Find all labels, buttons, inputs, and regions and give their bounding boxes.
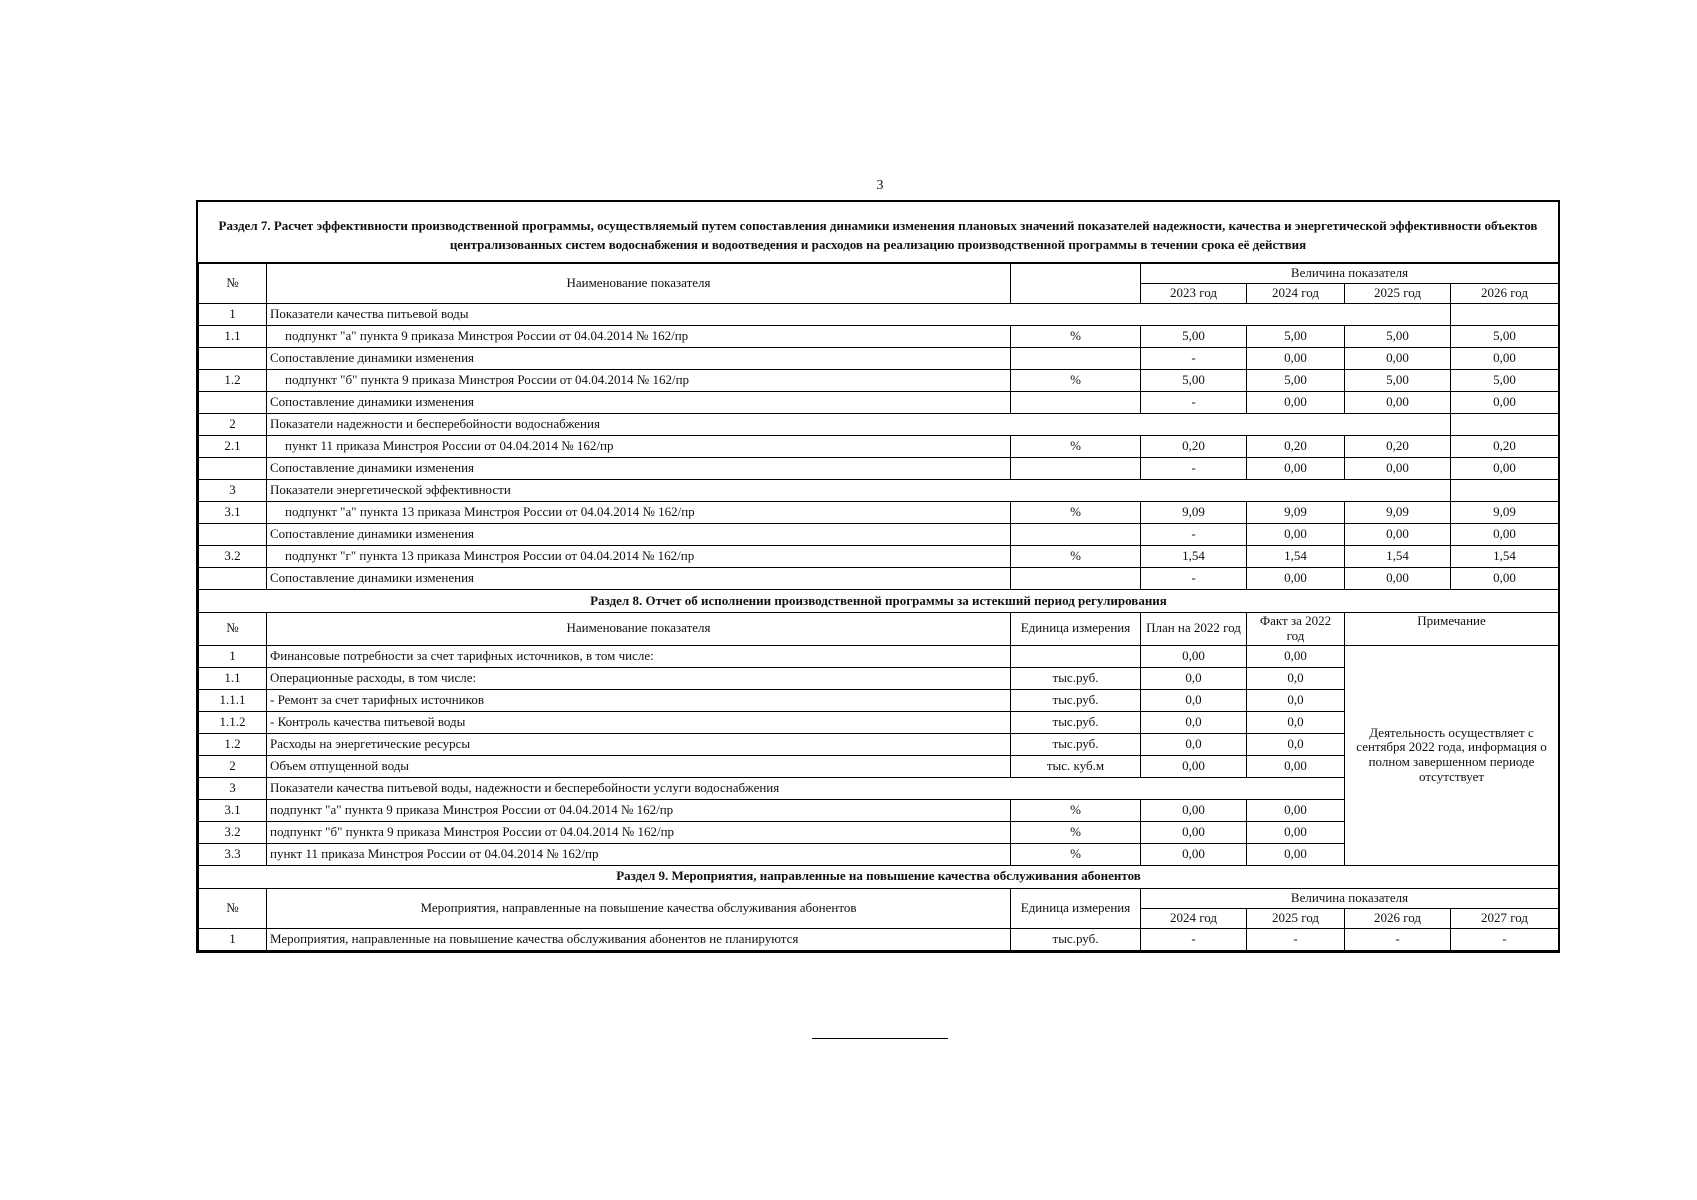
fact-value: 0,00: [1247, 843, 1345, 865]
fact-value: 0,0: [1247, 667, 1345, 689]
indicator-name: подпункт "г" пункта 13 приказа Минстроя России от 04.04.2014 № 162/пр: [267, 546, 1011, 568]
value-cell: 5,00: [1345, 370, 1451, 392]
page-number: 3: [876, 178, 884, 193]
table-row: [199, 928, 1559, 950]
indicator-name: Сопоставление динамики изменения: [267, 458, 1011, 480]
year-header: 2026 год: [1451, 284, 1559, 304]
indicator-name: пункт 11 приказа Минстроя России от 04.04.2014 № 162/пр: [267, 436, 1011, 458]
plan-value: 0,0: [1141, 667, 1247, 689]
section8-header-row: [199, 613, 1559, 646]
plan-value: 0,00: [1141, 755, 1247, 777]
value-cell: -: [1141, 568, 1247, 590]
table-row: [199, 392, 1559, 414]
value-cell: 0,00: [1451, 568, 1559, 590]
fact-value: 0,0: [1247, 733, 1345, 755]
year-header: 2027 год: [1451, 908, 1559, 928]
row-number: 1.2: [199, 733, 267, 755]
value-cell: 0,00: [1247, 568, 1345, 590]
unit-cell: тыс. куб.м: [1011, 755, 1141, 777]
value-cell: 0,00: [1345, 348, 1451, 370]
value-cell: 0,00: [1451, 458, 1559, 480]
plan-value: 0,00: [1141, 821, 1247, 843]
group-name: Показатели надежности и бесперебойности водоснабжения: [267, 414, 1451, 436]
value-cell: 9,09: [1345, 502, 1451, 524]
table-row: [199, 348, 1559, 370]
footer-rule: [812, 1038, 948, 1039]
unit-cell: %: [1011, 502, 1141, 524]
row-number: 2: [199, 414, 267, 436]
value-cell: 0,00: [1451, 392, 1559, 414]
col-unit-header-empty: [1011, 264, 1141, 304]
year-header: 2024 год: [1247, 284, 1345, 304]
plan-value: 0,00: [1141, 799, 1247, 821]
indicator-name: подпункт "б" пункта 9 приказа Минстроя России от 04.04.2014 № 162/пр: [267, 370, 1011, 392]
indicator-name: подпункт "а" пункта 13 приказа Минстроя России от 04.04.2014 № 162/пр: [267, 502, 1011, 524]
col-note-header: Примечание: [1345, 613, 1559, 646]
unit-cell: %: [1011, 370, 1141, 392]
col-name-header: Наименование показателя: [267, 264, 1011, 304]
value-cell: 5,00: [1345, 326, 1451, 348]
value-cell: 0,00: [1247, 348, 1345, 370]
table-row: [199, 436, 1559, 458]
year-header: 2025 год: [1345, 284, 1451, 304]
plan-value: 0,0: [1141, 711, 1247, 733]
indicator-name: Сопоставление динамики изменения: [267, 524, 1011, 546]
value-cell: 5,00: [1451, 326, 1559, 348]
col-name-header: Мероприятия, направленные на повышение качества обслуживания абонентов: [267, 888, 1011, 928]
row-number: 1.1: [199, 326, 267, 348]
col-unit-header: Единица измерения: [1011, 613, 1141, 646]
fact-value: 0,00: [1247, 755, 1345, 777]
indicator-name: подпункт "а" пункта 9 приказа Минстроя России от 04.04.2014 № 162/пр: [267, 799, 1011, 821]
unit-cell: тыс.руб.: [1011, 667, 1141, 689]
unit-cell: [1011, 645, 1141, 667]
unit-cell: %: [1011, 843, 1141, 865]
year-header: 2026 год: [1345, 908, 1451, 928]
value-cell: 0,00: [1345, 524, 1451, 546]
unit-cell: %: [1011, 546, 1141, 568]
year-header: 2025 год: [1247, 908, 1345, 928]
row-number: [199, 392, 267, 414]
table-row: [199, 370, 1559, 392]
value-cell: 0,20: [1141, 436, 1247, 458]
row-number: 3.1: [199, 502, 267, 524]
indicator-name: Сопоставление динамики изменения: [267, 392, 1011, 414]
row-number: 1: [199, 928, 267, 950]
value-cell: -: [1141, 348, 1247, 370]
value-cell: 9,09: [1247, 502, 1345, 524]
col-no-header: №: [199, 888, 267, 928]
row-number: [199, 458, 267, 480]
plan-value: 0,0: [1141, 689, 1247, 711]
empty-cell: [1451, 414, 1559, 436]
unit-cell: тыс.руб.: [1011, 689, 1141, 711]
measure-name: Мероприятия, направленные на повышение качества обслуживания абонентов не планируются: [267, 928, 1011, 950]
value-cell: 0,00: [1345, 392, 1451, 414]
value-cell: 0,20: [1451, 436, 1559, 458]
year-header: 2023 год: [1141, 284, 1247, 304]
unit-cell: [1011, 392, 1141, 414]
section7-title: Раздел 7. Расчет эффективности производственной программы, осуществляемый путем сопоставления динамики изменения плановых значений показателей надежности, качества и энергетической эффективности объектов централизованных систем водоснабжения и водоотведения и расходов на реализацию производственной программы в течении срока её действия: [198, 202, 1558, 263]
plan-value: 0,00: [1141, 843, 1247, 865]
row-number: 3.3: [199, 843, 267, 865]
value-cell: 5,00: [1141, 370, 1247, 392]
value-cell: 5,00: [1247, 326, 1345, 348]
unit-cell: тыс.руб.: [1011, 733, 1141, 755]
value-cell: -: [1345, 928, 1451, 950]
unit-cell: %: [1011, 326, 1141, 348]
value-cell: 1,54: [1345, 546, 1451, 568]
row-number: 1: [199, 645, 267, 667]
value-cell: 0,20: [1345, 436, 1451, 458]
value-cell: 5,00: [1247, 370, 1345, 392]
value-cell: 0,20: [1247, 436, 1345, 458]
section8-title-row: [199, 590, 1559, 613]
indicator-name: - Контроль качества питьевой воды: [267, 711, 1011, 733]
value-cell: -: [1141, 524, 1247, 546]
unit-cell: [1011, 458, 1141, 480]
fact-value: 0,0: [1247, 711, 1345, 733]
row-number: 1.1: [199, 667, 267, 689]
row-number: [199, 348, 267, 370]
table-row: [199, 502, 1559, 524]
table-row: [199, 414, 1559, 436]
row-number: 3.2: [199, 546, 267, 568]
unit-cell: %: [1011, 436, 1141, 458]
unit-cell: [1011, 524, 1141, 546]
table-row: [199, 304, 1559, 326]
table-row: [199, 326, 1559, 348]
value-cell: 5,00: [1451, 370, 1559, 392]
section7-header-row: [199, 264, 1559, 284]
table-row: [199, 458, 1559, 480]
plan-value: 0,00: [1141, 645, 1247, 667]
row-number: 1.2: [199, 370, 267, 392]
fact-value: 0,00: [1247, 821, 1345, 843]
row-number: 1.1.1: [199, 689, 267, 711]
row-number: [199, 568, 267, 590]
value-cell: 5,00: [1141, 326, 1247, 348]
col-no-header: №: [199, 613, 267, 646]
note-text: Деятельность осуществляет с сентября 2022 года, информация о полном завершенном периоде отсутствует: [1345, 645, 1559, 865]
row-number: 3: [199, 777, 267, 799]
indicator-name: подпункт "а" пункта 9 приказа Минстроя России от 04.04.2014 № 162/пр: [267, 326, 1011, 348]
value-cell: -: [1141, 928, 1247, 950]
indicator-name: - Ремонт за счет тарифных источников: [267, 689, 1011, 711]
table-row: [199, 568, 1559, 590]
row-number: 3.1: [199, 799, 267, 821]
row-number: 1: [199, 304, 267, 326]
value-cell: 0,00: [1247, 524, 1345, 546]
unit-cell: тыс.руб.: [1011, 711, 1141, 733]
empty-cell: [1451, 480, 1559, 502]
value-cell: -: [1141, 392, 1247, 414]
section9-title-row: [199, 865, 1559, 888]
col-value-header: Величина показателя: [1141, 888, 1559, 908]
table-row: [199, 480, 1559, 502]
value-cell: -: [1141, 458, 1247, 480]
indicator-name: Финансовые потребности за счет тарифных источников, в том числе:: [267, 645, 1011, 667]
row-number: 2: [199, 755, 267, 777]
document-table-block: [196, 200, 1560, 953]
col-unit-header: Единица измерения: [1011, 888, 1141, 928]
indicator-name: подпункт "б" пункта 9 приказа Минстроя России от 04.04.2014 № 162/пр: [267, 821, 1011, 843]
col-no-header: №: [199, 264, 267, 304]
value-cell: 1,54: [1141, 546, 1247, 568]
indicator-name: пункт 11 приказа Минстроя России от 04.04.2014 № 162/пр: [267, 843, 1011, 865]
plan-value: 0,0: [1141, 733, 1247, 755]
row-number: 3.2: [199, 821, 267, 843]
value-cell: 0,00: [1345, 568, 1451, 590]
year-header: 2024 год: [1141, 908, 1247, 928]
value-cell: 0,00: [1451, 348, 1559, 370]
value-cell: 0,00: [1247, 458, 1345, 480]
group-name: Показатели качества питьевой воды, надежности и бесперебойности услуги водоснабжения: [267, 777, 1345, 799]
unit-cell: %: [1011, 821, 1141, 843]
section9-header-row: [199, 888, 1559, 908]
col-value-header: Величина показателя: [1141, 264, 1559, 284]
section8-title: Раздел 8. Отчет об исполнении производственной программы за истекший период регулирования: [199, 590, 1559, 613]
indicator-name: Сопоставление динамики изменения: [267, 568, 1011, 590]
row-number: 1.1.2: [199, 711, 267, 733]
fact-value: 0,00: [1247, 645, 1345, 667]
value-cell: 9,09: [1141, 502, 1247, 524]
value-cell: 0,00: [1247, 392, 1345, 414]
unit-cell: [1011, 348, 1141, 370]
value-cell: -: [1451, 928, 1559, 950]
table-row: [199, 524, 1559, 546]
empty-cell: [1451, 304, 1559, 326]
value-cell: 0,00: [1451, 524, 1559, 546]
row-number: [199, 524, 267, 546]
main-table: [198, 263, 1559, 951]
indicator-name: Объем отпущенной воды: [267, 755, 1011, 777]
value-cell: 9,09: [1451, 502, 1559, 524]
group-name: Показатели энергетической эффективности: [267, 480, 1451, 502]
unit-cell: [1011, 568, 1141, 590]
col-name-header: Наименование показателя: [267, 613, 1011, 646]
table-row: [199, 645, 1559, 667]
indicator-name: Операционные расходы, в том числе:: [267, 667, 1011, 689]
indicator-name: Расходы на энергетические ресурсы: [267, 733, 1011, 755]
unit-cell: тыс.руб.: [1011, 928, 1141, 950]
value-cell: -: [1247, 928, 1345, 950]
unit-cell: %: [1011, 799, 1141, 821]
value-cell: 1,54: [1451, 546, 1559, 568]
col-fact-header: Факт за 2022 год: [1247, 613, 1345, 646]
value-cell: 1,54: [1247, 546, 1345, 568]
section9-title: Раздел 9. Мероприятия, направленные на повышение качества обслуживания абонентов: [199, 865, 1559, 888]
col-plan-header: План на 2022 год: [1141, 613, 1247, 646]
row-number: 2.1: [199, 436, 267, 458]
fact-value: 0,0: [1247, 689, 1345, 711]
row-number: 3: [199, 480, 267, 502]
indicator-name: Сопоставление динамики изменения: [267, 348, 1011, 370]
fact-value: 0,00: [1247, 799, 1345, 821]
group-name: Показатели качества питьевой воды: [267, 304, 1451, 326]
table-row: [199, 546, 1559, 568]
value-cell: 0,00: [1345, 458, 1451, 480]
